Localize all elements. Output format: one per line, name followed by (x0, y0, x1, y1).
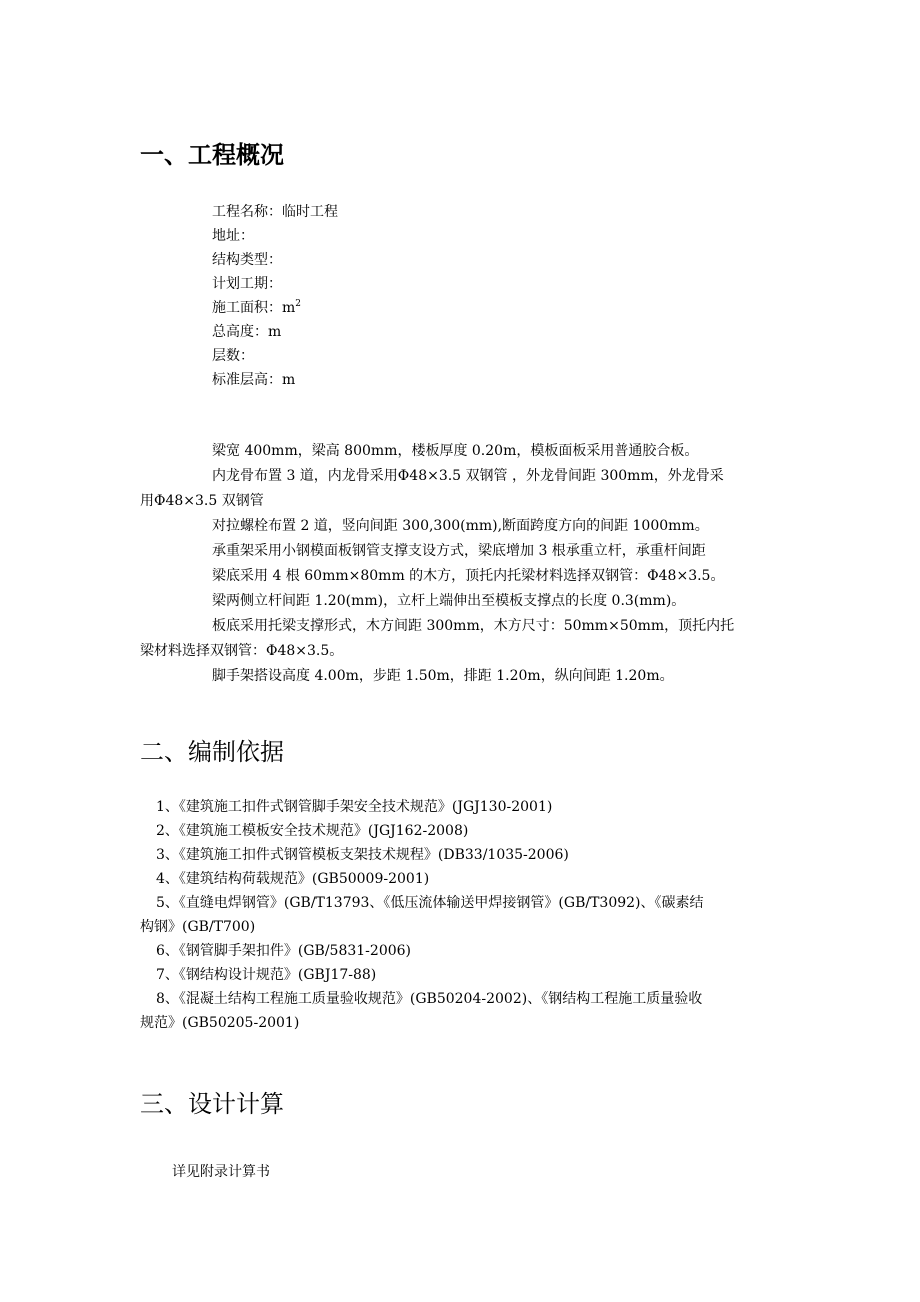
section-2-heading: 二、编制依据 (140, 738, 284, 766)
reference-item: 1、《建筑施工扣件式钢管脚手架安全技术规范》(JGJ130-2001) (156, 799, 553, 815)
reference-item: 7、《钢结构设计规范》(GBJ17-88) (156, 967, 377, 983)
paragraph-slab-support: 板底采用托梁支撑形式，木方间距 300mm，木方尺寸：50mm×50mm，顶托内托 (212, 618, 735, 634)
appendix-note: 详见附录计算书 (172, 1164, 270, 1180)
section-3-heading: 三、设计计算 (140, 1090, 284, 1118)
standard-floor-height: 标准层高：m (212, 372, 296, 388)
section-1-heading: 一、工程概况 (140, 140, 284, 169)
paragraph-slab-support-continued: 梁材料选择双钢管：Φ48×3.5。 (140, 643, 344, 659)
reference-item: 3、《建筑施工扣件式钢管模板支架技术规程》(DB33/1035-2006) (156, 847, 569, 863)
floor-count: 层数： (212, 348, 254, 364)
paragraph-beam: 梁宽 400mm，梁高 800mm，楼板厚度 0.20m，模板面板采用普通胶合板。 (212, 443, 699, 459)
paragraph-pole-spacing: 梁两侧立杆间距 1.20(mm)，立杆上端伸出至模板支撑点的长度 0.3(mm)。 (212, 593, 686, 609)
construction-area-text: 施工面积：m (212, 300, 296, 316)
planned-period: 计划工期： (212, 276, 282, 292)
structure-type: 结构类型： (212, 252, 282, 268)
reference-item: 4、《建筑结构荷载规范》(GB50009-2001) (156, 871, 430, 887)
reference-item: 8、《混凝土结构工程施工质量验收规范》(GB50204-2002)、《钢结构工程施工质量验收 (156, 991, 703, 1007)
paragraph-scaffold: 脚手架搭设高度 4.00m，步距 1.50m，排距 1.20m，纵向间距 1.20m。 (212, 668, 674, 684)
reference-item-continued: 构钢》(GB/T700) (140, 919, 256, 935)
construction-area (212, 298, 301, 318)
project-address: 地址： (212, 228, 254, 244)
paragraph-bolts: 对拉螺栓布置 2 道，竖向间距 300,300(mm),断面跨度方向的间距 1000mm。 (212, 518, 709, 534)
paragraph-timber: 梁底采用 4 根 60mm×80mm 的木方，顶托内托梁材料选择双钢管：Φ48×3.5。 (212, 568, 725, 584)
reference-item: 2、《建筑施工模板安全技术规范》(JGJ162-2008) (156, 823, 469, 839)
paragraph-keel-continued: 用Φ48×3.5 双钢管 (140, 493, 264, 509)
total-height: 总高度：m (212, 324, 282, 340)
reference-item-continued: 规范》(GB50205-2001) (140, 1015, 300, 1031)
project-name: 工程名称：临时工程 (212, 204, 338, 220)
paragraph-support-frame: 承重架采用小钢模面板钢管支撑支设方式，梁底增加 3 根承重立杆，承重杆间距 (212, 543, 706, 559)
area-superscript: 2 (295, 299, 302, 309)
reference-item: 6、《钢管脚手架扣件》(GB/5831-2006) (156, 943, 412, 959)
reference-item: 5、《直缝电焊钢管》(GB/T13793、《低压流体输送甲焊接钢管》(GB/T3092)、《碳素结 (156, 895, 704, 911)
paragraph-keel: 内龙骨布置 3 道，内龙骨采用Φ48×3.5 双钢管 ，外龙骨间距 300mm，外龙骨采 (212, 468, 724, 484)
